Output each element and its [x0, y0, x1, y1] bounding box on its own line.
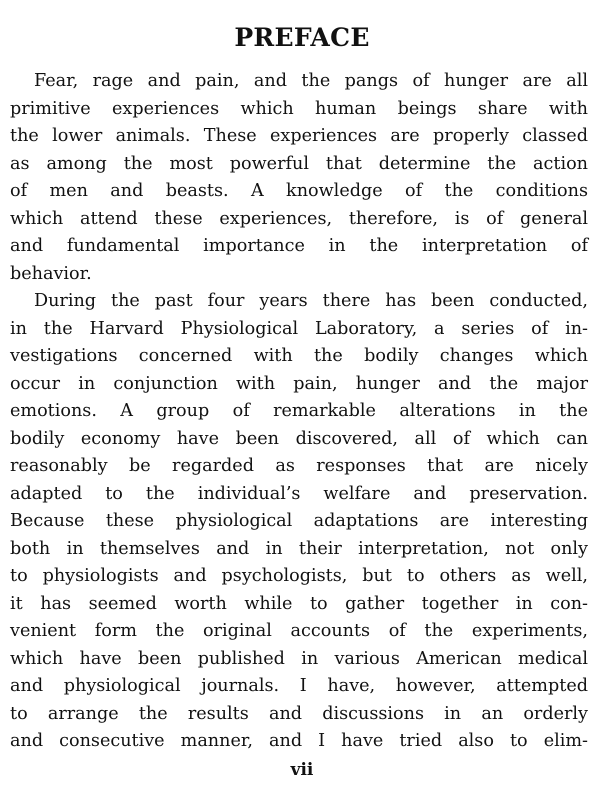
text-line: venient form the original accounts of the experiments, — [10, 621, 588, 641]
text-line: reasonably be regarded as responses that are nicely — [10, 456, 588, 476]
page-number: vii — [290, 760, 314, 780]
text-line: the lower animals. These experiences are properly classed — [10, 126, 588, 146]
text-line: vestigations concerned with the bodily changes which — [10, 346, 588, 366]
text-line: of men and beasts. A knowledge of the conditions — [10, 181, 588, 201]
text-line: bodily economy have been discovered, all of which can — [10, 428, 588, 449]
text-line: primitive experiences which human beings share with — [10, 98, 588, 119]
text-line: and physiological journals. I have, however, attempted — [10, 676, 588, 696]
paragraph-2 — [10, 288, 588, 756]
text-line: it has seemed worth while to gather together in con- — [10, 593, 588, 614]
text-line: to physiologists and psychologists, but to others as well, — [10, 566, 588, 586]
text-line: Because these physiological adaptations are interesting — [10, 511, 588, 531]
page-title: PREFACE — [234, 22, 370, 52]
text-line: emotions. A group of remarkable alterations in the — [10, 401, 588, 421]
text-line: adapted to the individual’s welfare and preservation. — [10, 483, 588, 504]
text-line: Fear, rage and pain, and the pangs of hunger are all — [34, 71, 588, 91]
text-line: During the past four years there has been conducted, — [34, 291, 588, 311]
text-line: in the Harvard Physiological Laboratory, a series of in- — [10, 318, 588, 339]
text-line: and fundamental importance in the interpretation of — [10, 236, 588, 256]
text-line: which have been published in various American medical — [10, 648, 588, 669]
paragraph-1 — [10, 68, 588, 288]
text-line: which attend these experiences, therefore, is of general — [10, 208, 588, 229]
text-line: and consecutive manner, and I have tried also to elim- — [10, 731, 588, 751]
text-line: occur in conjunction with pain, hunger and the major — [10, 373, 588, 394]
text-line: to arrange the results and discussions in an orderly — [10, 703, 588, 724]
text-line: as among the most powerful that determine the action — [10, 153, 588, 174]
text-line: both in themselves and in their interpretation, not only — [10, 538, 588, 559]
text-line: behavior. — [10, 263, 92, 284]
